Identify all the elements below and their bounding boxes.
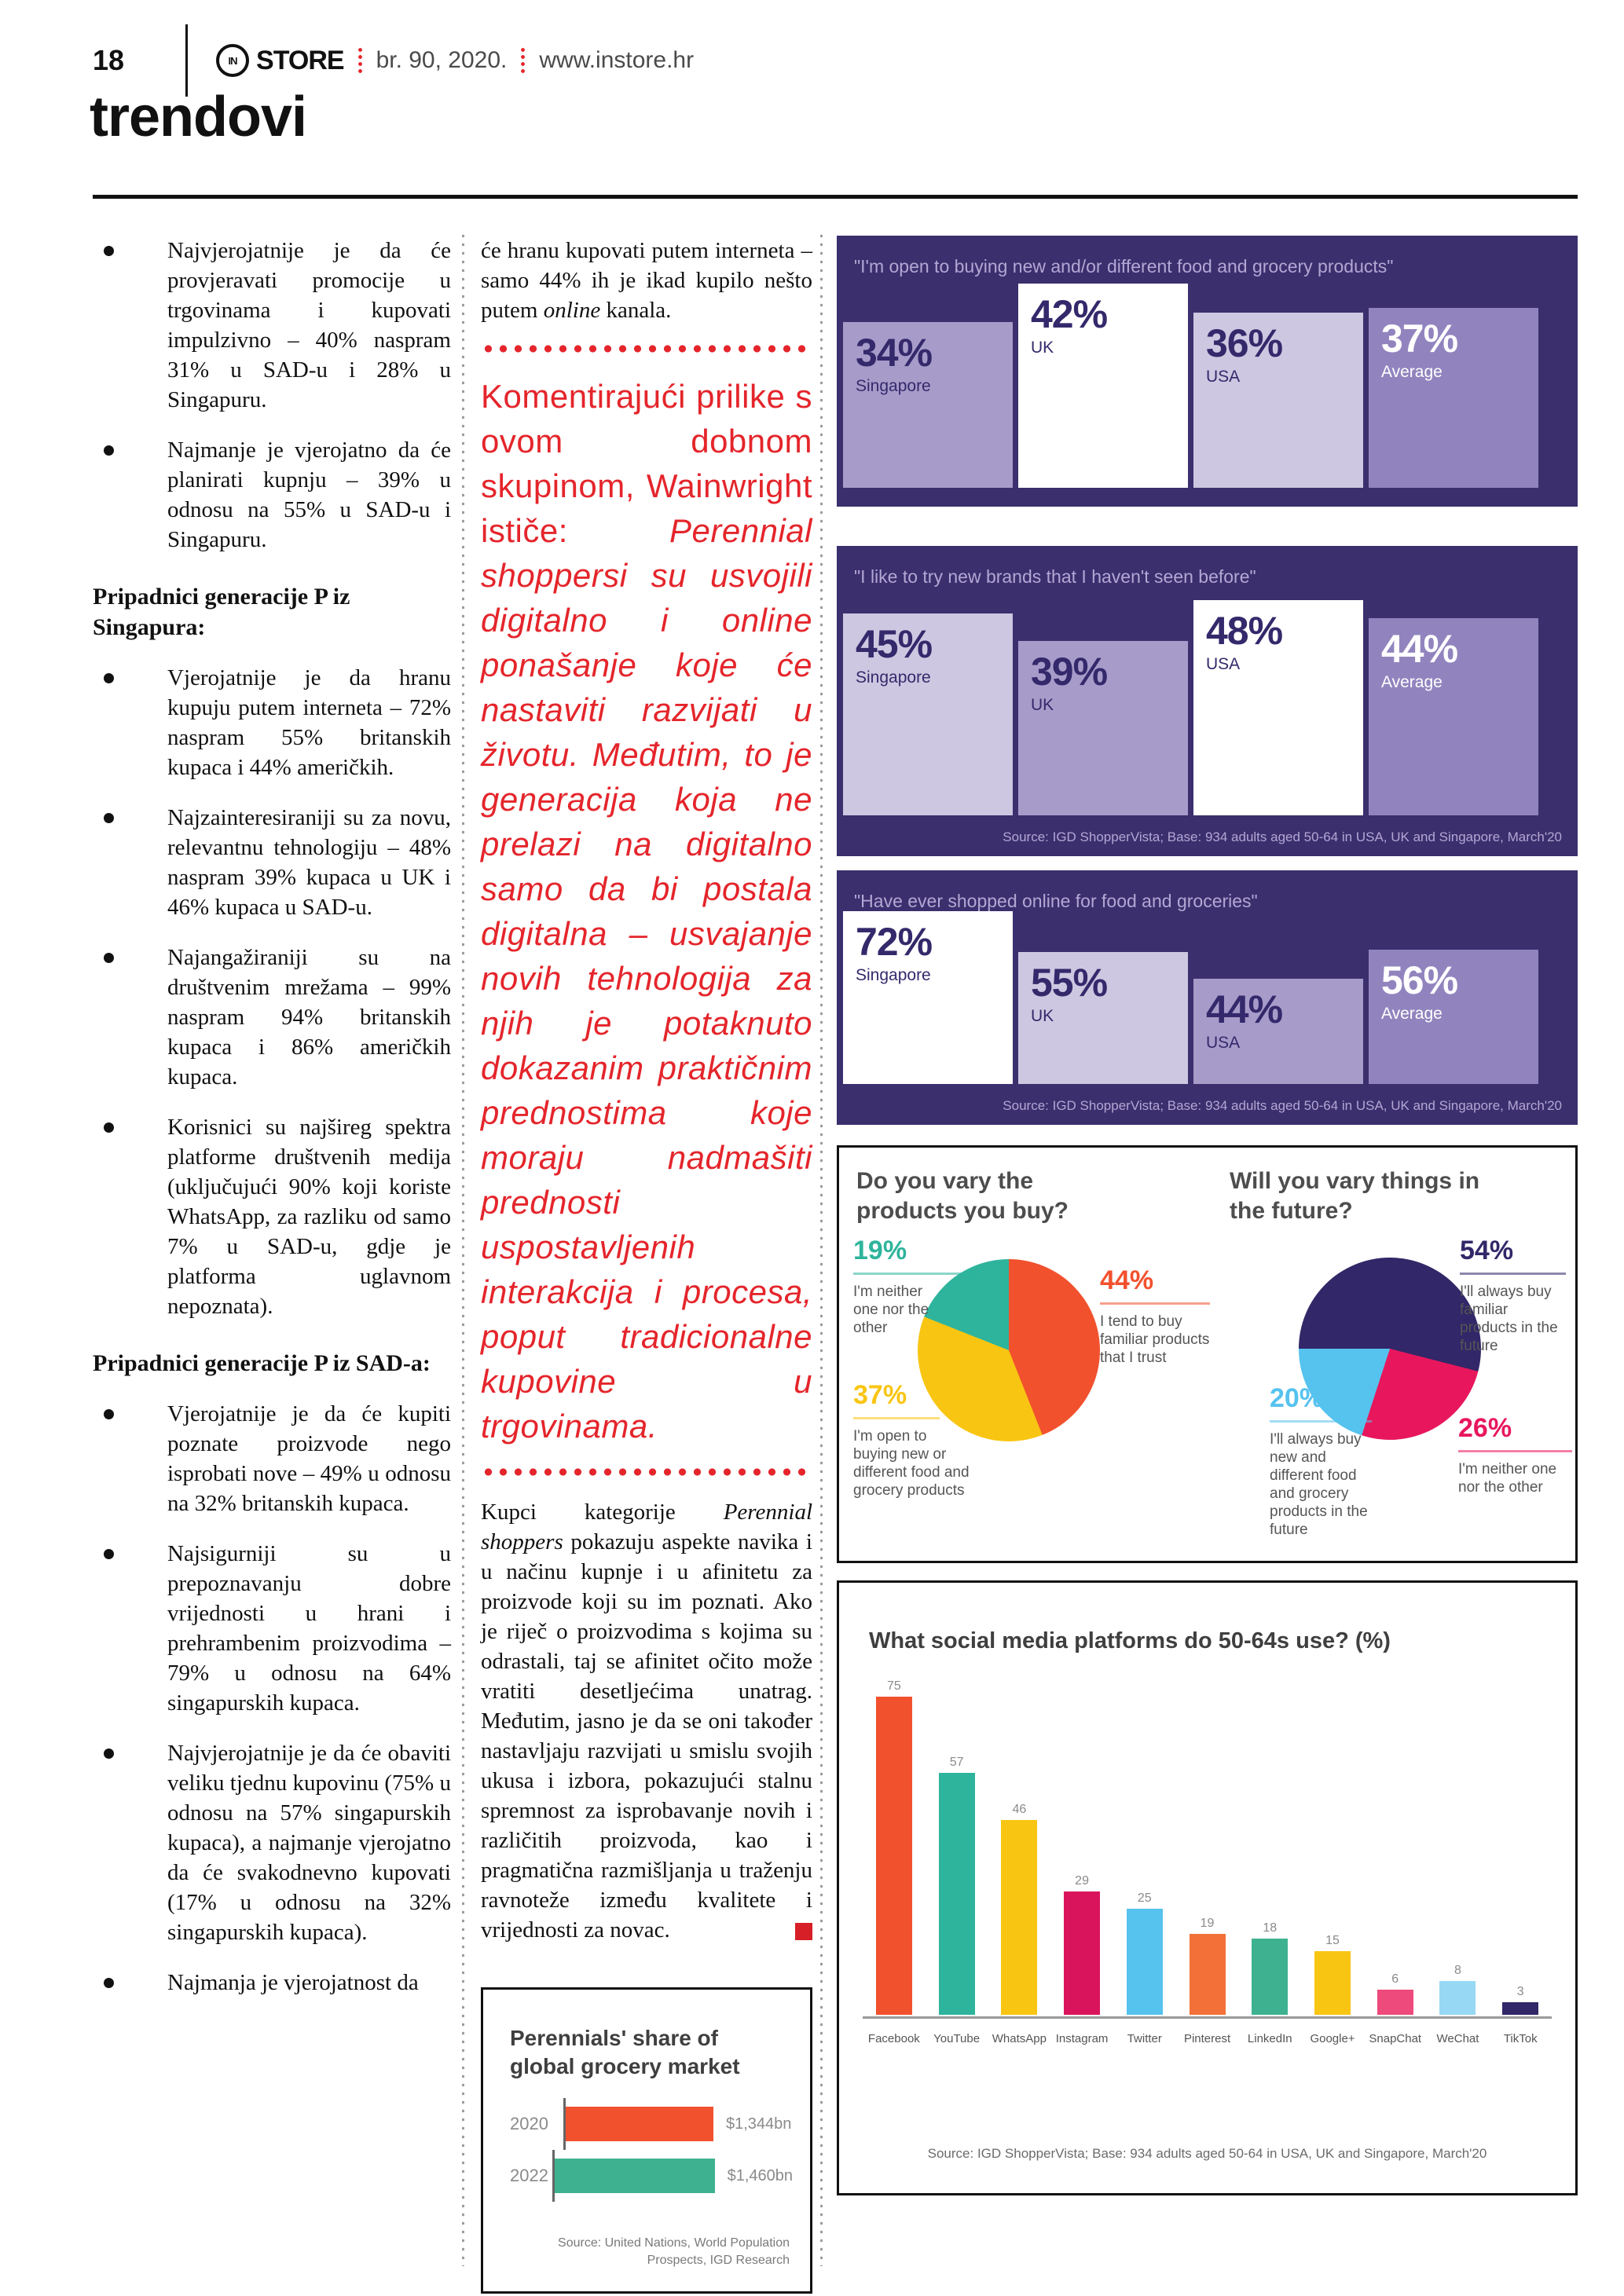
pie-label-text: I'm open to buying new or different food and grocery products bbox=[853, 1428, 970, 1499]
bar-average bbox=[1369, 308, 1538, 488]
bar-value-label: 44% bbox=[1381, 627, 1458, 671]
pie-chart-title: Do you vary the products you buy? bbox=[856, 1168, 1069, 1224]
social-bar-value: 18 bbox=[1263, 1921, 1278, 1935]
bar-category-label: Average bbox=[1381, 363, 1443, 381]
hbar-cell bbox=[552, 2150, 793, 2202]
pie-callout-line bbox=[1100, 1302, 1210, 1305]
hbar-2022 bbox=[555, 2159, 715, 2193]
pie-label bbox=[1100, 1265, 1218, 1367]
bar-value-label: 48% bbox=[1206, 609, 1283, 653]
column-separator bbox=[820, 232, 823, 2266]
site-url: www.instore.hr bbox=[539, 47, 695, 73]
list-item: Najsigurniji su u prepoznavanju dobre vrijednosti u hrani i prehrambenim proizvodima – 79% u odnosu na 64% singapurskih kupaca. bbox=[93, 1539, 451, 1718]
social-bar-facebook bbox=[876, 1697, 912, 2015]
social-bar-value: 29 bbox=[1075, 1874, 1089, 1888]
middle-column bbox=[481, 236, 812, 2294]
bar-usa bbox=[1193, 979, 1363, 1084]
social-bar-snapchat bbox=[1377, 1990, 1413, 2015]
social-bar-youtube bbox=[939, 1773, 975, 2015]
issue-label: br. 90, 2020. bbox=[376, 47, 508, 73]
pie-label-text: I'll always buy familiar products in the future bbox=[1460, 1283, 1558, 1354]
pull-quote bbox=[481, 374, 812, 1448]
list-item: Najvjerojatnije je da će obaviti veliku tjednu kupovinu (75% u odnosu na 57% singapurskih kupaca), a najmanje vjerojatno da će svakodnevno kupovati (17% u odnosu na 32% singapurskih kupaca). bbox=[93, 1738, 451, 1947]
chart-panel-open-to-new bbox=[837, 236, 1578, 507]
social-bar-column bbox=[1427, 1964, 1490, 2015]
pie-label-text: I tend to buy familiar products that I trust bbox=[1100, 1313, 1210, 1366]
social-bar-tiktok bbox=[1502, 2002, 1538, 2015]
column-separator bbox=[462, 232, 464, 2266]
bar-category-label: UK bbox=[1031, 1007, 1054, 1025]
bar-value-label: 34% bbox=[856, 331, 933, 375]
bar-category-label: Average bbox=[1381, 673, 1443, 691]
instore-logo-icon: IN bbox=[216, 44, 249, 77]
social-bar-google bbox=[1314, 1951, 1351, 2015]
pie-label-text: I'm neither one nor the other bbox=[853, 1283, 929, 1336]
chart-panel-perennials-share bbox=[481, 1987, 812, 2294]
pie-percent: 26% bbox=[1458, 1413, 1512, 1443]
bar-value-label: 39% bbox=[1031, 650, 1108, 694]
pie-percent: 54% bbox=[1460, 1236, 1514, 1265]
subheading: Pripadnici generacije P iz Singapura: bbox=[93, 584, 350, 640]
pie-label-text: I'll always buy new and different food and grocery products in the future bbox=[1270, 1431, 1368, 1538]
text-segment: će hranu kupovati putem interneta – samo 44% ih je ikad kupilo nešto putem bbox=[481, 238, 812, 323]
social-bar-wechat bbox=[1439, 1981, 1476, 2015]
chart-title: "I like to try new brands that I haven't seen before" bbox=[854, 566, 1256, 587]
bar-category-label: Average bbox=[1381, 1005, 1443, 1023]
social-bar-label: Google+ bbox=[1310, 2032, 1355, 2045]
list-item: Najangažiraniji su na društvenim mrežama – 99% naspram 94% britanskih kupaca i 86% američkih kupaca. bbox=[93, 943, 451, 1092]
pie-label bbox=[853, 1380, 979, 1500]
bar-average bbox=[1369, 618, 1538, 815]
hbar-year-label: 2020 bbox=[510, 2114, 548, 2133]
chart-column bbox=[837, 236, 1578, 2195]
social-bar-label: WeChat bbox=[1436, 2032, 1479, 2045]
perennials-chart-title: Perennials' share of global grocery market bbox=[510, 2026, 740, 2078]
social-bar-column bbox=[988, 1803, 1050, 2015]
social-bar-value: 46 bbox=[1012, 1803, 1027, 1816]
bar-singapore bbox=[843, 613, 1013, 815]
social-bar-value: 15 bbox=[1325, 1934, 1340, 1947]
chart-source: Source: IGD ShopperVista; Base: 934 adults aged 50-64 in USA, UK and Singapore, March'20 bbox=[1003, 829, 1562, 844]
chart-source: Source: IGD ShopperVista; Base: 934 adults aged 50-64 in USA, UK and Singapore, March'20 bbox=[927, 2146, 1487, 2161]
bar-category-label: Singapore bbox=[856, 966, 931, 984]
pie-callout-line bbox=[1458, 1450, 1572, 1452]
subheading: Pripadnici generacije P iz SAD-a: bbox=[93, 1350, 431, 1376]
social-bar-label: LinkedIn bbox=[1247, 2032, 1292, 2045]
social-bar-value: 3 bbox=[1516, 1985, 1524, 1998]
social-bar-label: WhatsApp bbox=[992, 2032, 1047, 2045]
bar-value-label: 37% bbox=[1381, 317, 1458, 361]
bar-category-label: UK bbox=[1031, 696, 1054, 714]
bar-value-label: 36% bbox=[1206, 321, 1283, 365]
pie-chart-title: Will you vary things in the future? bbox=[1230, 1168, 1480, 1224]
social-bar-value: 75 bbox=[886, 1679, 901, 1693]
page-header bbox=[93, 33, 694, 88]
pie-percent: 20% bbox=[1270, 1383, 1324, 1413]
social-bar-label: Twitter bbox=[1127, 2032, 1162, 2045]
social-chart-title: What social media platforms do 50-64s use? (%) bbox=[869, 1628, 1391, 1653]
bar-usa bbox=[1193, 600, 1363, 815]
social-bar-label: YouTube bbox=[933, 2032, 981, 2045]
pie-percent: 37% bbox=[853, 1380, 907, 1410]
list-item: Najvjerojatnije je da će provjeravati promocije u trgovinama i kupovati impulzivno – 40% naspram 31% u SAD-u i 28% u Singapuru. bbox=[93, 236, 451, 415]
bar-value-label: 72% bbox=[856, 920, 933, 964]
hbar-value: $1,344bn bbox=[726, 2115, 792, 2133]
quote-italic: Perennial shoppersi su usvojili digitalno i online ponašanje koje će nastaviti razvijati u životu. Međutim, to je generacija koja ne prelazi na digitalno samo da bi postala digitalna – usvajanje novih tehnologija za njih je potaknuto dokazanim praktičnim prednostima koje moraju nadmašiti prednosti uspostavljenih interakcija i procesa, poput tradicionalne kupovine u trgovinama. bbox=[481, 512, 812, 1445]
hbar-row bbox=[510, 2098, 793, 2150]
hbar-value: $1,460bn bbox=[727, 2166, 793, 2184]
social-bar-column bbox=[1489, 1985, 1552, 2015]
red-dotted-divider bbox=[481, 1467, 812, 1477]
bar-average bbox=[1369, 950, 1538, 1084]
social-bar-value: 19 bbox=[1200, 1917, 1215, 1930]
brand-logo bbox=[216, 44, 344, 77]
article-end-mark bbox=[795, 1923, 812, 1940]
social-bar-instagram bbox=[1064, 1891, 1100, 2015]
hbar-year-label: 2022 bbox=[510, 2166, 548, 2185]
pie-label bbox=[1460, 1236, 1574, 1355]
bar-singapore bbox=[843, 322, 1013, 488]
bar-singapore bbox=[843, 911, 1013, 1084]
social-bar-value: 25 bbox=[1137, 1891, 1152, 1905]
bar-value-label: 45% bbox=[856, 622, 933, 666]
social-bar-twitter bbox=[1127, 1909, 1163, 2015]
social-bar-label: Instagram bbox=[1055, 2032, 1109, 2045]
bar-uk bbox=[1018, 284, 1188, 488]
red-dots-separator bbox=[521, 46, 525, 75]
bar-uk bbox=[1018, 641, 1188, 815]
title-rule bbox=[93, 195, 1578, 199]
list-item: Najzainteresiraniji su za novu, relevantnu tehnologiju – 48% naspram 39% kupaca u UK i 46% kupaca u SAD-u. bbox=[93, 803, 451, 922]
bar-value-label: 55% bbox=[1031, 961, 1108, 1005]
pie-label bbox=[853, 1236, 979, 1337]
bar-usa bbox=[1193, 313, 1363, 488]
social-bar-label: Facebook bbox=[867, 2032, 920, 2045]
social-bar-linkedin bbox=[1252, 1939, 1288, 2015]
social-chart bbox=[863, 1679, 1552, 2015]
social-bar-column bbox=[1050, 1874, 1113, 2015]
social-bar-value: 57 bbox=[949, 1756, 964, 1769]
chart-panel-vary-pies bbox=[837, 1145, 1578, 1563]
bar-value-label: 44% bbox=[1206, 987, 1283, 1031]
bar-group bbox=[843, 284, 1538, 488]
social-bar-value: 6 bbox=[1391, 1972, 1399, 1986]
list-item: Korisnici su najšireg spektra platforme društvenih medija (uključujući 90% koji koriste WhatsApp, za razliku od samo 7% u SAD-u, gdje je platforma uglavnom nepoznata). bbox=[93, 1112, 451, 1321]
social-bar-label: Pinterest bbox=[1183, 2032, 1231, 2045]
bar-value-label: 56% bbox=[1381, 958, 1458, 1002]
red-dots-separator bbox=[358, 46, 362, 75]
page-number: 18 bbox=[93, 44, 125, 76]
body-paragraph bbox=[481, 1497, 812, 1945]
pie-percent: 19% bbox=[853, 1236, 907, 1265]
chart-panel-social-platforms bbox=[837, 1580, 1578, 2195]
bar-value-label: 42% bbox=[1031, 292, 1108, 336]
social-chart-labels bbox=[863, 2032, 1552, 2045]
text-segment: online bbox=[543, 298, 601, 323]
bar-category-label: USA bbox=[1206, 368, 1241, 386]
bar-category-label: UK bbox=[1031, 339, 1054, 357]
social-bar-label: TikTok bbox=[1503, 2032, 1538, 2045]
social-bar-column bbox=[1301, 1934, 1364, 2015]
social-bar-label: SnapChat bbox=[1369, 2032, 1422, 2045]
intro-paragraph bbox=[481, 236, 812, 325]
social-bar-column bbox=[1113, 1891, 1176, 2015]
social-bar-value: 8 bbox=[1454, 1964, 1461, 1977]
pie-callout-line bbox=[1270, 1420, 1372, 1423]
text-segment: Perennial shoppers bbox=[481, 1500, 812, 1554]
social-bar-column bbox=[1238, 1921, 1301, 2015]
social-bar-column bbox=[1364, 1972, 1427, 2015]
bar-uk bbox=[1018, 952, 1188, 1084]
list-item: Vjerojatnije je da će kupiti poznate proizvode nego isprobati nove – 49% u odnosu na 32% britanskih kupaca. bbox=[93, 1399, 451, 1518]
hbar-row bbox=[510, 2150, 793, 2202]
axis-line bbox=[863, 2016, 1552, 2019]
chart-title: "Have ever shopped online for food and groceries" bbox=[854, 891, 1258, 911]
list-item: Vjerojatnije je da hranu kupuju putem interneta – 72% naspram 55% britanskih kupaca i 44% američkih. bbox=[93, 663, 451, 782]
social-bar-pinterest bbox=[1190, 1934, 1226, 2015]
pie-label bbox=[1270, 1383, 1388, 1539]
list-item: Najmanja je vjerojatnost da bbox=[93, 1968, 451, 1998]
social-bar-column bbox=[863, 1679, 926, 2015]
chart-title: "I'm open to buying new and/or different food and grocery products" bbox=[854, 256, 1394, 276]
bar-group bbox=[843, 600, 1538, 815]
red-dotted-divider bbox=[481, 344, 812, 353]
section-title: trendovi bbox=[90, 86, 307, 148]
pie-callout-line bbox=[853, 1273, 979, 1275]
chart-source: Source: United Nations, World Population Prospects, IGD Research bbox=[558, 2236, 790, 2267]
bar-group bbox=[843, 911, 1538, 1084]
left-column bbox=[93, 236, 451, 2018]
social-bar-column bbox=[926, 1756, 988, 2015]
text-segment: Kupci kategorije bbox=[481, 1500, 724, 1525]
pie-callout-line bbox=[1460, 1273, 1566, 1275]
brand-name: STORE bbox=[256, 45, 344, 75]
pie-callout-line bbox=[853, 1417, 940, 1419]
list-item: Najmanje je vjerojatno da će planirati kupnju – 39% u odnosu na 55% u SAD-u i Singapuru. bbox=[93, 435, 451, 555]
bar-category-label: Singapore bbox=[856, 377, 931, 395]
pie-label-text: I'm neither one nor the other bbox=[1458, 1461, 1557, 1496]
pie-label bbox=[1458, 1413, 1576, 1496]
quote-intro: Komentirajući prilike s ovom dobnom skupinom, Wainwright ističe: bbox=[481, 378, 812, 549]
bar-category-label: Singapore bbox=[856, 668, 931, 687]
bar-category-label: USA bbox=[1206, 655, 1241, 673]
bar-category-label: USA bbox=[1206, 1034, 1241, 1052]
hbar-2020 bbox=[566, 2107, 713, 2141]
pie-percent: 44% bbox=[1100, 1265, 1154, 1295]
social-bar-column bbox=[1176, 1917, 1239, 2015]
perennials-chart bbox=[510, 2098, 793, 2202]
chart-source: Source: IGD ShopperVista; Base: 934 adults aged 50-64 in USA, UK and Singapore, March'20 bbox=[1003, 1098, 1562, 1113]
text-segment: kanala. bbox=[600, 298, 672, 323]
social-bar-whatsapp bbox=[1001, 1820, 1037, 2015]
chart-panel-try-new-brands bbox=[837, 546, 1578, 856]
hbar-cell bbox=[563, 2098, 791, 2150]
chart-panel-shopped-online bbox=[837, 870, 1578, 1125]
text-segment: pokazuju aspekte navika i u načinu kupnje i u afinitetu za proizvode koji su im poznati. Ako je riječ o proizvodima s kojima su odrastali, taj se afinitet očito može vratiti desetljećima unatrag. Međutim, jasno je da se oni također nastavljaju razvijati u smislu svojih ukusa i izbora, pokazujući stalnu spremnost za isprobavanje novih i različitih proizvoda, kao i pragmatična razmišljanja u traženju ravnoteže između kvalitete i vrijednosti za novac. bbox=[481, 1529, 812, 1943]
